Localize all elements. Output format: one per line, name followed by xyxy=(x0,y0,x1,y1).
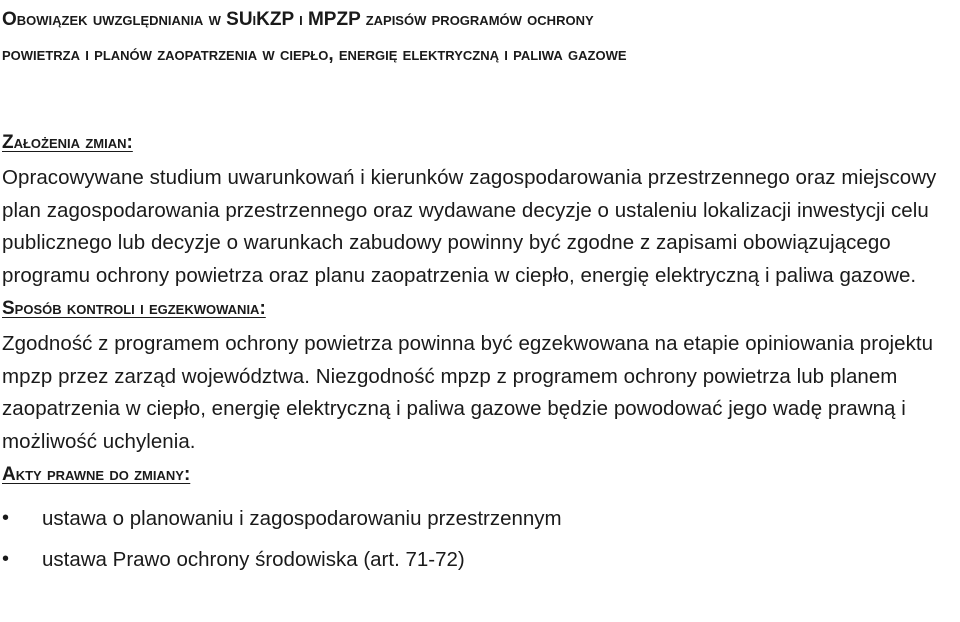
list-item-text: ustawa o planowaniu i zagospodarowaniu przestrzennym xyxy=(42,507,562,530)
title-line-2: powietrza i planów zaopatrzenia w ciepło, energię elektryczną i paliwa gazowe xyxy=(2,44,627,65)
assumptions-paragraph: Opracowywane studium uwarunkowań i kierunków zagospodarowania przestrzennego oraz miejscowy plan zagospodarowania przestrzennego oraz wydawane decyzje o ustaleniu lokalizacji inwestycji celu publicznego lub decyzje o warunkach zabudowy powinny być zgodne z zapisami obowiązującego programu ochrony powietrza oraz planu zaopatrzenia w ciepło, energię elektryczną i paliwa gazowe. xyxy=(2,166,937,287)
section-heading-legal-acts: Akty prawne do zmiany: xyxy=(2,464,191,485)
list-item xyxy=(2,498,960,539)
legal-acts-list xyxy=(2,498,960,580)
list-item-text: ustawa Prawo ochrony środowiska (art. 71-72) xyxy=(42,548,465,571)
control-paragraph: Zgodność z programem ochrony powietrza powinna być egzekwowana na etapie opiniowania projektu mpzp przez zarząd województwa. Niezgodność mpzp z programem ochrony powietrza lub planem zaopatrzenia w ciepło, energię elektryczną i paliwa gazowe będzie powodować jego wadę prawną i możliwość uchylenia. xyxy=(2,332,934,453)
title-line-1: Obowiązek uwzględniania w SUiKZP i MPZP zapisów programów ochrony xyxy=(2,9,594,30)
page-title xyxy=(2,0,960,72)
section-heading-assumptions: Założenia zmian: xyxy=(2,132,133,153)
bullet-icon: • xyxy=(2,548,10,570)
section-heading-control: Sposób kontroli i egzekwowania: xyxy=(2,298,266,319)
list-item xyxy=(2,539,960,580)
bullet-icon: • xyxy=(2,507,10,529)
